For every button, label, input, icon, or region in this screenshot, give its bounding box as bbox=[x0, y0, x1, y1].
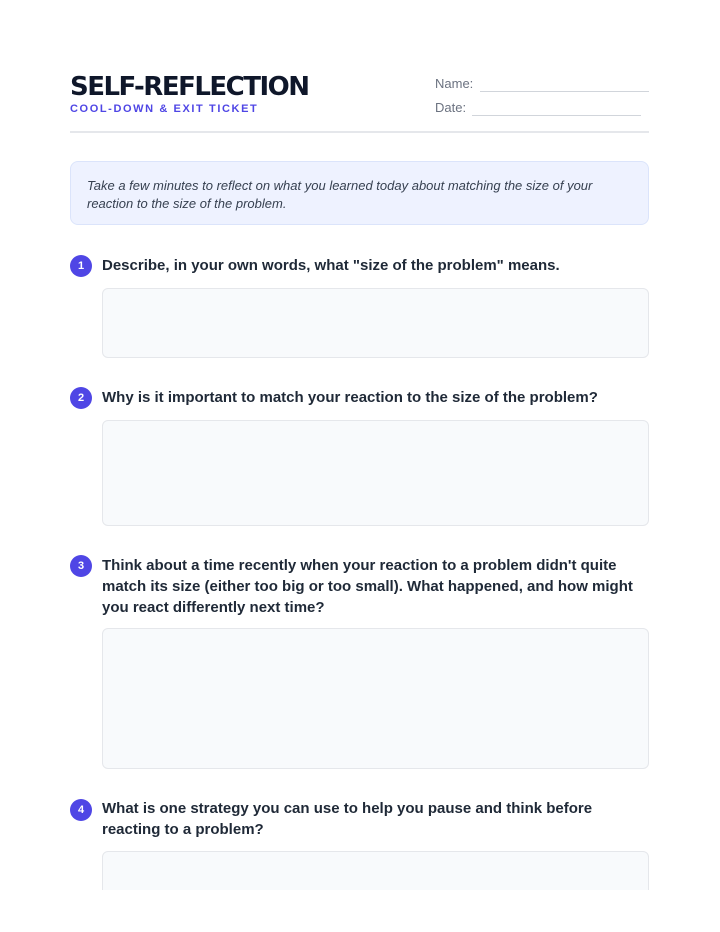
question-text: Think about a time recently when your reaction to a problem didn't quite match its size (either too big or too small). What happened, and how might you react differently next time? bbox=[102, 557, 633, 616]
question-number-badge: 3 bbox=[70, 555, 92, 577]
answer-box-2[interactable] bbox=[102, 420, 649, 526]
question-text: Describe, in your own words, what "size of the problem" means. bbox=[102, 257, 560, 274]
page-title: SELF-REFLECTION bbox=[70, 72, 309, 102]
date-field[interactable] bbox=[472, 115, 641, 116]
question-number-badge: 2 bbox=[70, 387, 92, 409]
worksheet-header bbox=[70, 70, 649, 133]
question-text: Why is it important to match your reaction to the size of the problem? bbox=[102, 389, 598, 406]
page-subtitle: COOL-DOWN & EXIT TICKET bbox=[70, 103, 259, 115]
instructions-box bbox=[70, 161, 649, 225]
question-number-badge: 1 bbox=[70, 255, 92, 277]
answer-box-3[interactable] bbox=[102, 628, 649, 769]
name-label: Name: bbox=[435, 76, 474, 91]
question-number-badge: 4 bbox=[70, 799, 92, 821]
question-text: What is one strategy you can use to help you pause and think before reacting to a problem? bbox=[102, 800, 593, 838]
worksheet-page bbox=[70, 0, 649, 890]
answer-box-4[interactable] bbox=[102, 851, 649, 890]
name-field[interactable] bbox=[480, 91, 649, 92]
date-label: Date: bbox=[435, 100, 467, 115]
answer-box-1[interactable] bbox=[102, 288, 649, 358]
instructions-text: Take a few minutes to reflect on what you learned today about matching the size of your reaction to the size of the problem. bbox=[87, 178, 593, 211]
